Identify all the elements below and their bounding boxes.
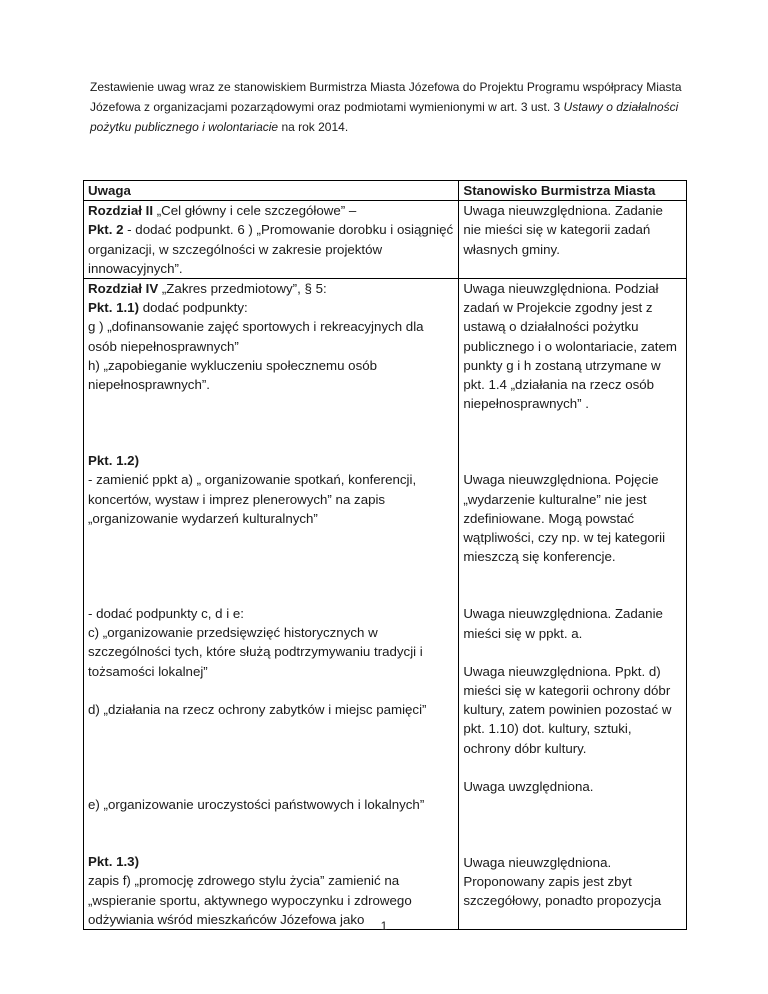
response-text: Uwaga nieuwzględniona. Podział zadań w Projekcie zgodny jest z ustawą o działalności pożytku publicznego i o wolontariacie, zatem punkty g i h zostaną utrzymane w pkt. 1.4 „działania na rzecz osób niepełnosprawnych” . xyxy=(463,281,677,412)
remark-item-d: d) „działania na rzecz ochrony zabytków i miejsc pamięci” xyxy=(88,701,427,717)
remark-heading: Rozdział IV „Zakres przedmiotowy”, § 5: xyxy=(88,281,327,297)
remark-text: Pkt. 2 - dodać podpunkt. 6 ) „Promowanie dorobku i osiągnięć organizacji, w szczególności w zakresie projektów innowacyjnych”. xyxy=(88,222,454,276)
remark-item-e: e) „organizowanie uroczystości państwowych i lokalnych” xyxy=(88,797,425,813)
header-stanowisko: Stanowisko Burmistrza Miasta xyxy=(459,181,687,201)
response-text: Uwaga nieuwzględniona. Proponowany zapis jest zbyt szczegółowy, ponadto propozycja xyxy=(463,855,662,909)
intro-act-title: Ustawy o działalności pożytku publicznego i wolontariacie xyxy=(90,100,679,134)
remark-item-a: - zamienić ppkt a) „ organizowanie spotkań, konferencji, koncertów, wystaw i imprez plenerowych” na zapis „organizowanie wydarzeń kulturalnych” xyxy=(88,472,417,526)
remark-cell xyxy=(84,279,459,930)
remark-heading: Rozdział II „Cel główny i cele szczegółowe” – xyxy=(88,203,357,219)
response-text: Uwaga uwzględniona. xyxy=(463,778,594,794)
response-text: Uwaga nieuwzględniona. Pojęcie „wydarzenie kulturalne” nie jest zdefiniowane. Mogą powstać wątpliwości, czy np. w tej kategorii mieszczą się konferencje. xyxy=(463,472,666,565)
response-cell xyxy=(459,279,687,930)
table-row xyxy=(84,201,687,279)
remark-cell xyxy=(84,201,459,279)
page-number: 1 xyxy=(380,919,388,933)
response-text: Uwaga nieuwzględniona. Zadanie nie mieści się w kategorii zadań własnych gminy. xyxy=(463,203,663,257)
remark-item-intro: - dodać podpunkty c, d i e: xyxy=(88,606,244,622)
remark-subheading: Pkt. 1.1) dodać podpunkty: xyxy=(88,300,248,316)
remarks-table xyxy=(83,180,687,930)
response-cell xyxy=(459,201,687,279)
table-row xyxy=(84,279,687,930)
header-uwaga: Uwaga xyxy=(84,181,459,201)
intro-text: Zestawienie uwag wraz ze stanowiskiem Burmistrza Miasta Józefowa do Projektu Programu współpracy Miasta Józefowa z organizacjami pozarządowymi oraz podmiotami wymienionymi w art. 3 ust. 3 xyxy=(90,80,682,114)
intro-text-end: na rok 2014. xyxy=(278,120,349,134)
remark-item-g: g ) „dofinansowanie zajęć sportowych i rekreacyjnych dla osób niepełnosprawnych” xyxy=(88,319,424,354)
remark-item-f: zapis f) „promocję zdrowego stylu życia” zamienić na „wspieranie sportu, aktywnego wypoczynku i zdrowego odżywiania wśród mieszkańców Józefowa jako xyxy=(88,873,412,927)
intro-paragraph xyxy=(90,77,690,137)
remark-subheading: Pkt. 1.3) xyxy=(88,854,139,870)
response-text: Uwaga nieuwzględniona. Ppkt. d) mieści się w kategorii ochrony dóbr kultury, zatem powinien pozostać w pkt. 1.10) dot. kultury, sztuki, ochrony dóbr kultury. xyxy=(463,663,672,756)
remark-item-c: c) „organizowanie przedsięwzięć historycznych w szczególności tych, które służą podtrzymywaniu tradycji i tożsamości lokalnej” xyxy=(88,625,423,679)
remark-subheading: Pkt. 1.2) xyxy=(88,453,139,469)
response-text: Uwaga nieuwzględniona. Zadanie mieści się w ppkt. a. xyxy=(463,606,663,641)
remark-item-h: h) „zapobieganie wykluczeniu społecznemu osób niepełnosprawnych”. xyxy=(88,357,378,393)
table-header-row xyxy=(84,181,687,201)
